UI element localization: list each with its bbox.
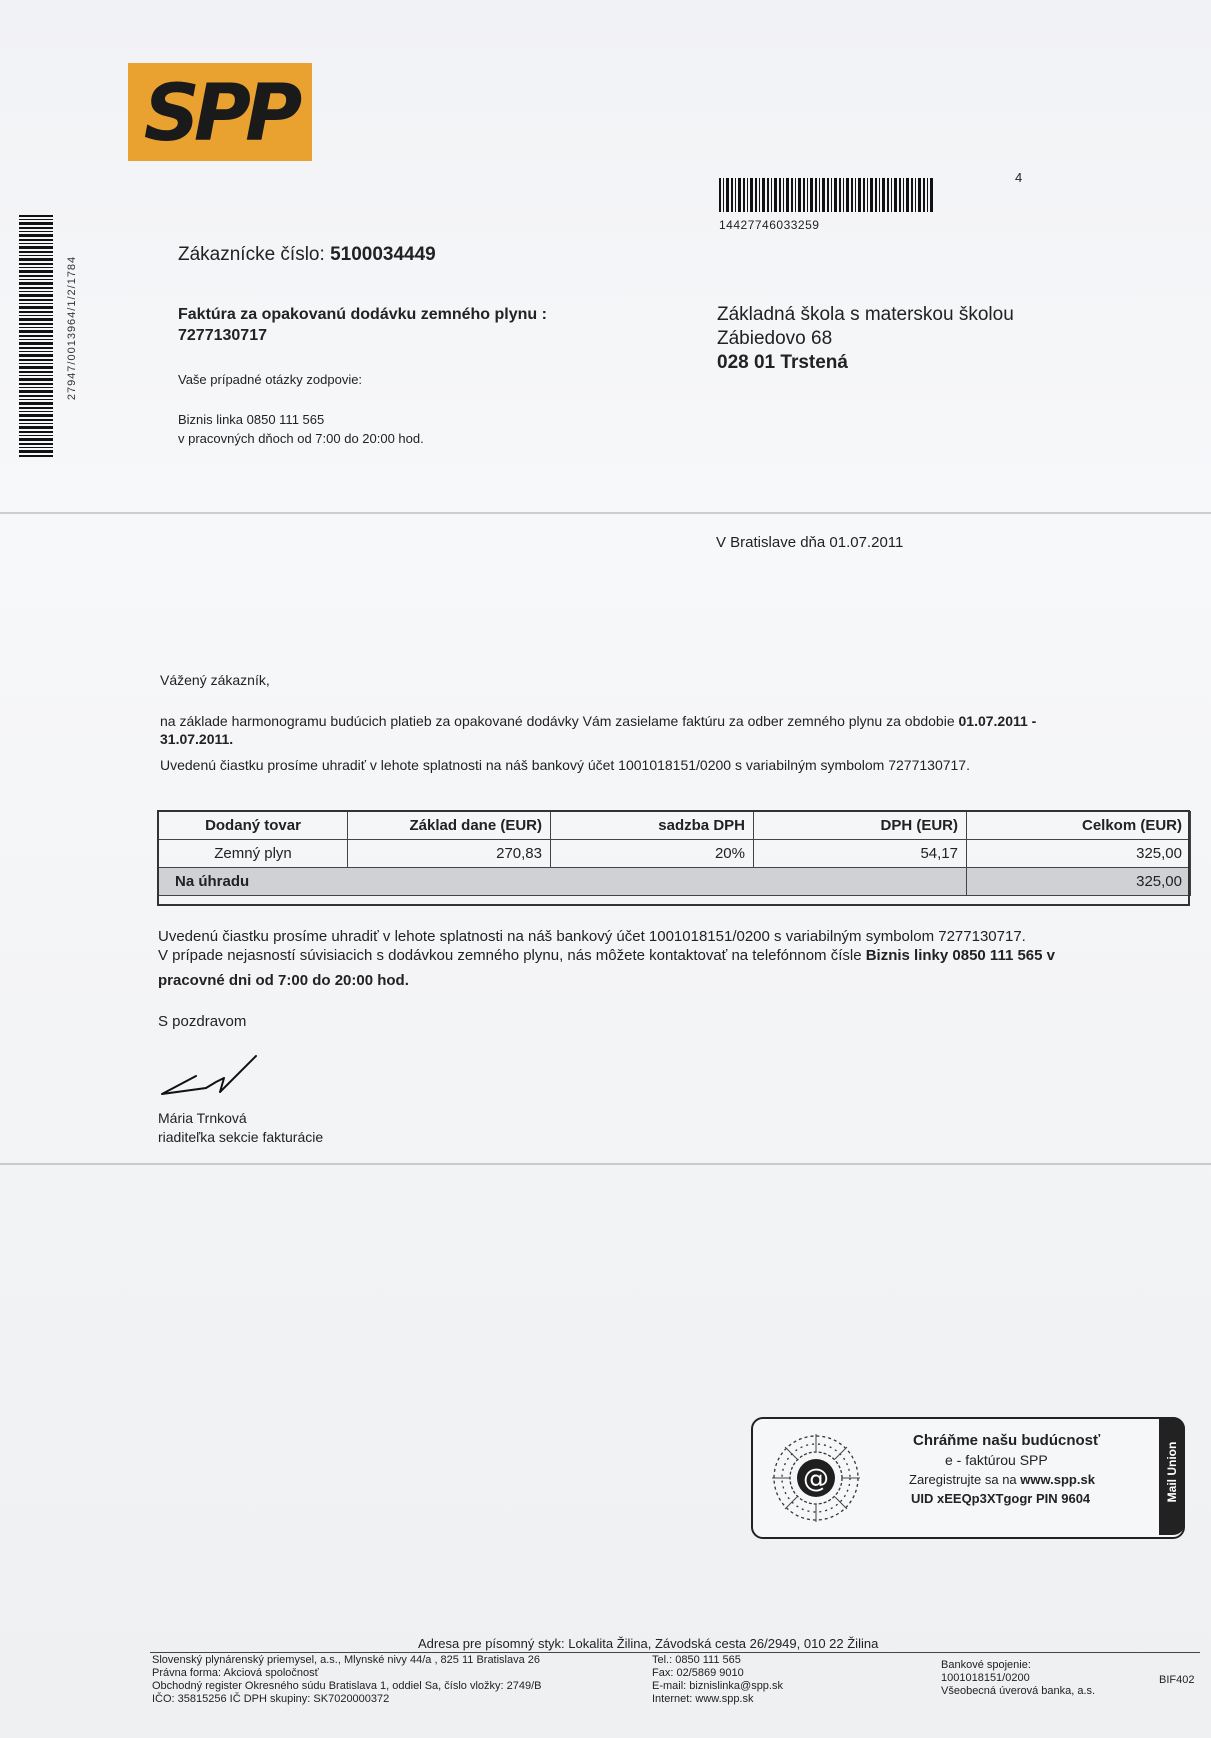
footer-company [152, 1654, 542, 1706]
table-header: DPH (EUR) [754, 812, 967, 840]
greeting: Vážený zákazník, [160, 672, 270, 688]
questions-label: Vaše prípadné otázky zodpovie: [178, 372, 363, 387]
e-invoice-promo [751, 1417, 1185, 1539]
date-line: V Bratislave dňa 01.07.2011 [716, 534, 904, 551]
period-start: 01.07.2011 - [958, 713, 1037, 729]
customer-number-line [178, 244, 436, 266]
table-header: Celkom (EUR) [967, 812, 1191, 840]
total-label: Na úhradu [159, 868, 967, 896]
barcode-number: 14427746033259 [719, 218, 820, 232]
mail-union-label: Mail Union [1165, 1441, 1179, 1503]
signer-title: riaditeľka sekcie fakturácie [158, 1129, 324, 1145]
period-end: 31.07.2011. [160, 731, 234, 747]
invoice-title: Faktúra za opakovanú dodávku zemného plynu : [178, 306, 547, 323]
footer-bank [941, 1659, 1095, 1698]
paragraph-3: Uvedenú čiastku prosíme uhradiť v lehote splatnosti na náš bankový účet 1001018151/0200 s variabilným symbolom 7277130717. [158, 928, 1026, 945]
signature [158, 1052, 288, 1104]
table-cell: Zemný plyn [159, 840, 348, 868]
table-header-row [159, 812, 1191, 840]
side-code: 27947/0013964/1/2/1784 [66, 255, 78, 401]
footer-contact [652, 1654, 783, 1706]
fold-line [0, 512, 1211, 514]
recipient-city: 028 01 Trstená [717, 352, 848, 373]
table-row [159, 840, 1191, 868]
promo-subtitle: e - faktúrou SPP [945, 1452, 1048, 1468]
paragraph-4 [158, 947, 1055, 964]
table-total-row [159, 868, 1191, 896]
table-header: Dodaný tovar [159, 812, 348, 840]
sunflower-icon [770, 1432, 862, 1524]
promo-title: Chráňme našu budúcnosť [913, 1432, 1101, 1449]
promo-register-link: www.spp.sk [1020, 1472, 1095, 1487]
paragraph-2: Uvedenú čiastku prosíme uhradiť v lehote splatnosti na náš bankový účet 1001018151/0200 s variabilným symbolom 7277130717. [160, 757, 970, 773]
footer-contact-line: Tel.: 0850 111 565 [652, 1654, 741, 1666]
working-hours: pracovné dni od 7:00 do 20:00 hod. [158, 972, 409, 989]
footer-company-line: Právna forma: Akciová spoločnosť [152, 1667, 319, 1679]
recipient-street: Zábiedovo 68 [717, 328, 833, 349]
footer-contact-line: Internet: www.spp.sk [652, 1693, 754, 1705]
customer-label: Zákaznícke číslo: [178, 244, 325, 265]
footer-code: BIF402 [1159, 1674, 1195, 1686]
mail-union-tab [1159, 1417, 1185, 1535]
footer-divider [150, 1652, 1200, 1653]
footer-contact-line: Fax: 02/5869 9010 [652, 1667, 744, 1679]
footer-bank-line: Bankové spojenie: [941, 1659, 1031, 1671]
spp-logo [128, 63, 312, 161]
recipient-name: Základná škola s materskou školou [717, 304, 1014, 325]
table-header: sadzba DPH [551, 812, 754, 840]
footer-company-line: Slovenský plynárenský priemysel, a.s., Mlynské nivy 44/a , 825 11 Bratislava 26 [152, 1654, 541, 1666]
footer-company-line: IČO: 35815256 IČ DPH skupiny: SK7020000372 [152, 1693, 390, 1705]
hotline-hours: v pracovných dňoch od 7:00 do 20:00 hod. [178, 431, 424, 446]
table-cell: 54,17 [754, 840, 967, 868]
footer-address: Adresa pre písomný styk: Lokalita Žilina, Závodská cesta 26/2949, 010 22 Žilina [418, 1636, 879, 1651]
logo-text: SPP [143, 69, 297, 159]
side-barcode [19, 215, 53, 457]
page-number: 4 [1015, 170, 1023, 185]
paragraph-1-text: na základe harmonogramu budúcich platieb za opakované dodávky Vám zasielame faktúru za odber zemného plynu za obdobie [160, 713, 959, 729]
promo-register [909, 1472, 1095, 1487]
invoice-table [158, 811, 1191, 896]
hotline: Biznis linka 0850 111 565 [178, 412, 325, 427]
footer-bank-line: 1001018151/0200 [941, 1672, 1030, 1684]
barcode [719, 178, 935, 212]
closing: S pozdravom [158, 1013, 247, 1030]
paragraph-1 [160, 713, 1036, 729]
invoice-number: 7277130717 [178, 327, 267, 344]
hotline-bold: Biznis linky 0850 111 565 v [865, 947, 1056, 964]
table-cell: 20% [551, 840, 754, 868]
promo-register-text: Zaregistrujte sa na [909, 1472, 1021, 1487]
footer-company-line: Obchodný register Okresného súdu Bratislava 1, oddiel Sa, číslo vložky: 2749/B [152, 1680, 542, 1692]
promo-uid: UID xEEQp3XTgogr PIN 9604 [911, 1491, 1091, 1506]
customer-number: 5100034449 [330, 244, 436, 265]
fold-line [0, 1163, 1211, 1165]
table-header: Základ dane (EUR) [348, 812, 551, 840]
table-cell: 270,83 [348, 840, 551, 868]
paragraph-4-text: V prípade nejasností súvisiacich s dodávkou zemného plynu, nás môžete kontaktovať na telefónnom čísle [158, 947, 866, 964]
at-symbol: @ [803, 1464, 829, 1494]
footer-bank-line: Všeobecná úverová banka, a.s. [941, 1685, 1096, 1697]
table-cell: 325,00 [967, 840, 1191, 868]
footer-contact-line: E-mail: biznislinka@spp.sk [652, 1680, 783, 1692]
signer-name: Mária Trnková [158, 1110, 247, 1126]
total-value: 325,00 [967, 868, 1191, 896]
